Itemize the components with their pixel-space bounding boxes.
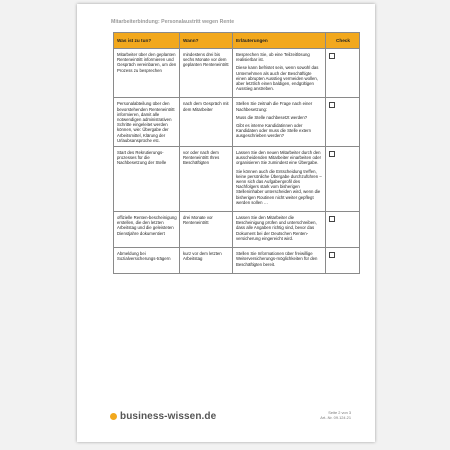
table-row (114, 98, 360, 147)
header-notes: Erläuterungen (233, 33, 326, 49)
cell-check (326, 98, 360, 147)
cell-notes (233, 248, 326, 274)
checklist-table (113, 32, 360, 274)
page-number: Seite 2 von 3 (328, 410, 351, 415)
header-when: Wann? (180, 33, 233, 49)
document-page (77, 4, 375, 442)
checkbox[interactable] (329, 252, 335, 258)
footer-meta (320, 410, 351, 421)
cell-when: mindestens drei bis sechs Monate vor dem geplanten Renteneintritt (180, 49, 233, 98)
note-paragraph: Besprechen Sie, ob eine Teilzeitlösung realisierbar ist. (236, 52, 310, 63)
note-paragraph: Diese kann befristet sein, wenn sowohl das Unternehmen als auch der Beschäftigte einen abrupten Ausstieg vermeiden wollen, aber letztlich einen baldigen, endgültigen Ausstieg anstreben. (236, 65, 319, 92)
cell-when: vor oder nach dem Renteneintritt Ihres Beschäftigten (180, 147, 233, 212)
document-title: Mitarbeiterbindung: Personalaustritt wegen Rente (111, 19, 235, 25)
cell-notes (233, 49, 326, 98)
note-paragraph: Lassen Sie den Mitarbeiter die Bescheinigung prüfen und unterschreiben, dass alle Angaben richtig sind, bevor das Dokument bei der Deutschen Renten-versicherung eingereicht wird. (236, 215, 317, 241)
cell-check (326, 248, 360, 274)
table-row (114, 212, 360, 248)
cell-check (326, 212, 360, 248)
cell-when: nach dem Gespräch mit dem Mitarbeiter (180, 98, 233, 147)
checkbox[interactable] (329, 216, 335, 222)
table-header-row (114, 33, 360, 49)
note-paragraph: Stellen Sie Informationen über freiwillige Weiterversicherungs-möglichkeiten für den Beschäftigten bereit. (236, 251, 318, 267)
table-row (114, 248, 360, 274)
business-wissen-logo (110, 411, 216, 422)
checkbox[interactable] (329, 151, 335, 157)
cell-check (326, 147, 360, 212)
cell-check (326, 49, 360, 98)
note-paragraph: Stellen Sie zeitnah die Frage nach einer Nachbesetzung: (236, 101, 313, 112)
note-paragraph: Muss die Stelle nachbesetzt werden? (236, 114, 308, 120)
logo-dot-icon (110, 413, 117, 420)
table-row (114, 147, 360, 212)
header-check: Check (326, 33, 360, 49)
cell-what: Mitarbeiter über den geplanten Renteneintritt informieren und Gespräch vereinbaren, um den Prozess zu besprechen (114, 49, 180, 98)
checkbox[interactable] (329, 53, 335, 59)
logo-text: business-wissen.de (120, 411, 217, 422)
cell-when: kurz vor dem letzten Arbeitstag (180, 248, 233, 274)
cell-what: offizielle Renten-bescheinigung erstellen, die den letzten Arbeitstag und die geleisteten Dienstjahre dokumentiert (114, 212, 180, 248)
cell-when: drei Monate vor Renteneintritt (180, 212, 233, 248)
table-row (114, 49, 360, 98)
note-paragraph: Gibt es interne Kandidatinnen oder Kandidaten oder muss die Stelle extern ausgeschrieben werden? (236, 123, 312, 139)
cell-notes (233, 98, 326, 147)
article-number: Art.-Nr. 09.124.21 (320, 415, 351, 421)
cell-notes (233, 212, 326, 248)
header-what: Was ist zu tun? (114, 33, 180, 49)
checkbox[interactable] (329, 102, 335, 108)
note-paragraph: Lassen Sie den neuen Mitarbeiter durch den ausscheidenden Mitarbeiter einarbeiten oder organisieren Sie zumindest eine Übergabe. (236, 150, 322, 166)
cell-what: Abmeldung bei Sozialversicherungs-trägern (114, 248, 180, 274)
page-footer (110, 410, 361, 426)
cell-notes (233, 147, 326, 212)
cell-what: Start des Rekrutierungs-prozesses für die Nachbesetzung der Stelle (114, 147, 180, 212)
cell-what: Personalabteilung über den bevorstehenden Renteneintritt informieren, damit alle notwendigen administrativen Schritte eingeleitet werden können, wie: Übergabe der Arbeitsmittel, Klärung der Urlaubsansprüche etc. (114, 98, 180, 147)
note-paragraph: Sie können auch die Entscheidung treffen, keine persönliche Übergabe durchzuführen – wenn sich das Aufgabenprofil des Nachfolgers stark vom bisherigen Stelleninhaber unterscheiden wird, wenn die bisherigen Routinen nicht weiter gepflegt werden sollen … (236, 168, 322, 205)
